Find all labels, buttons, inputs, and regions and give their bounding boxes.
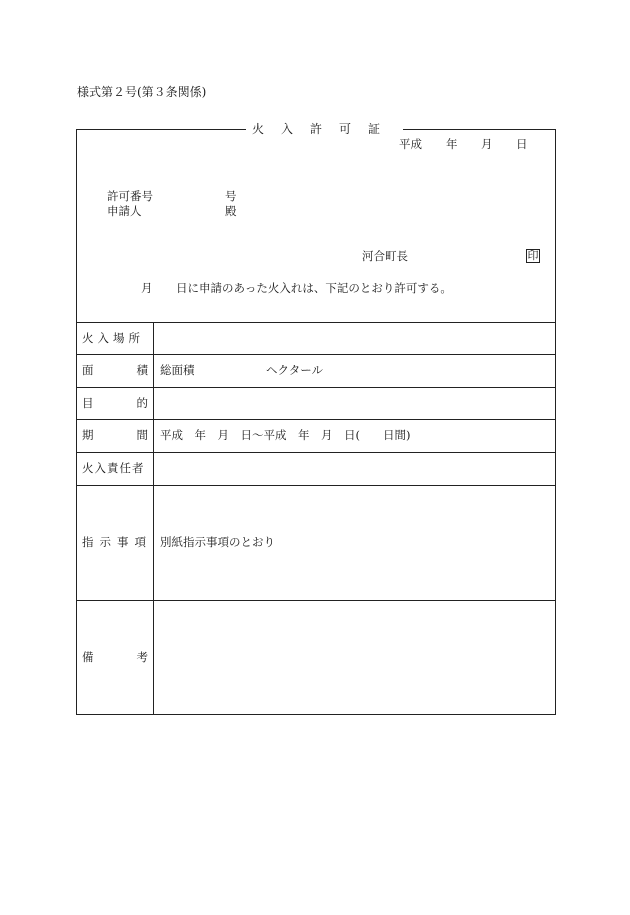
issuer-name: 河合町長 (362, 249, 408, 263)
column-divider (153, 322, 154, 715)
row-divider (76, 600, 556, 601)
row-label-period-char-2: 間 (136, 428, 148, 442)
row-label-area-char-2: 積 (136, 363, 148, 377)
row-label-purpose (82, 398, 148, 410)
row-divider (76, 419, 556, 420)
body-month: 月 (141, 281, 153, 295)
permit-number-suffix: 号 (225, 189, 237, 203)
permit-number-label: 許可番号 (107, 189, 153, 203)
row-label-period-char-1: 期 (82, 428, 94, 442)
row-label-area (82, 365, 148, 377)
row-value-instructions: 別紙指示事項のとおり (160, 535, 275, 549)
row-label-area-char-1: 面 (82, 363, 94, 377)
seal-mark: 印 (527, 249, 539, 262)
row-label-instructions: 指示事項 (82, 535, 152, 549)
row-label-purpose-char-2: 的 (136, 396, 148, 410)
form-number-label: 様式第２号(第３条関係) (77, 85, 207, 99)
row-divider (76, 354, 556, 355)
row-label-remarks-char-1: 備 (82, 650, 94, 664)
applicant-label: 申請人 (107, 204, 142, 218)
row-label-responsible: 火入責任者 (82, 461, 145, 475)
row-value-area: 総面積 (160, 363, 195, 377)
applicant-suffix: 殿 (225, 204, 237, 218)
date-era: 平成 (399, 137, 422, 151)
row-label-period (82, 430, 148, 442)
row-divider (76, 387, 556, 388)
row-label-remarks-char-2: 考 (136, 650, 148, 664)
row-divider (76, 452, 556, 453)
date-year: 年 (446, 137, 458, 151)
permit-form-frame (76, 129, 556, 715)
table-top-border (76, 322, 556, 323)
body-text: 日に申請のあった火入れは、下記のとおり許可する。 (176, 281, 452, 295)
date-day: 日 (516, 137, 528, 151)
row-label-place: 火入場所 (82, 331, 144, 345)
row-value-period: 平成 年 月 日～平成 年 月 日( 日間) (160, 428, 411, 442)
form-title-text: 火入許可証 (252, 122, 398, 136)
row-value-area-unit: ヘクタール (266, 363, 324, 377)
row-divider (76, 485, 556, 486)
date-month: 月 (481, 137, 493, 151)
form-title (246, 122, 403, 136)
row-label-remarks (82, 652, 148, 664)
row-label-purpose-char-1: 目 (82, 396, 94, 410)
